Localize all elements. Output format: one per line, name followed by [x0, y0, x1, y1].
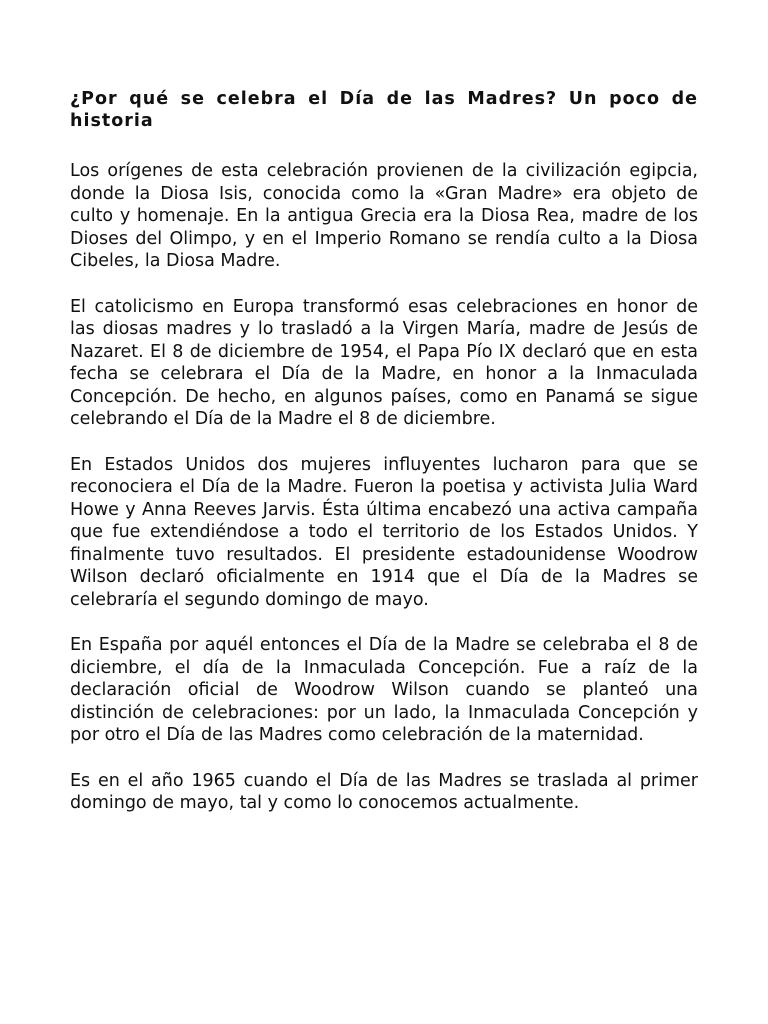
paragraph-spain: En España por aquél entonces el Día de la Madre se celebraba el 8 de diciembre, el día de la Inmaculada Concepción. Fue a raíz de la declaración oficial de Woodrow Wilson cuando se planteó una distinción de celebraciones: por un lado, la Inmaculada Concepción y por otro el Día de las Madres como celebración de la maternidad.	[70, 635, 698, 745]
paragraph-1965: Es en el año 1965 cuando el Día de las Madres se traslada al primer domingo de mayo, tal y como lo conocemos actualmente.	[70, 770, 698, 813]
paragraph-catholicism: El catolicismo en Europa transformó esas celebraciones en honor de las diosas madres y lo trasladó a la Virgen María, madre de Jesús de Nazaret. El 8 de diciembre de 1954, el Papa Pío IX declaró que en esta fecha se celebrara el Día de la Madre, en honor a la Inmaculada Concepción. De hecho, en algunos países, como en Panamá se sigue celebrando el Día de la Madre el 8 de diciembre.	[70, 296, 698, 429]
paragraph-origins: Los orígenes de esta celebración provienen de la civilización egipcia, donde la Diosa Isis, conocida como la «Gran Madre» era objeto de culto y homenaje. En la antigua Grecia era la Diosa Rea, madre de los Dioses del Olimpo, y en el Imperio Romano se rendía culto a la Diosa Cibeles, la Diosa Madre.	[70, 161, 698, 271]
document-title: ¿Por qué se celebra el Día de las Madres? Un poco de historia	[70, 89, 698, 131]
paragraph-united-states: En Estados Unidos dos mujeres influyentes lucharon para que se reconociera el Día de la Madre. Fueron la poetisa y activista Julia Ward Howe y Anna Reeves Jarvis. Ésta última encabezó una activa campaña que fue extendiéndose a todo el territorio de los Estados Unidos. Y finalmente tuvo resultados. El presidente estadounidense Woodrow Wilson declaró oficialmente en 1914 que el Día de la Madres se celebraría el segundo domingo de mayo.	[70, 454, 698, 610]
document-page	[70, 88, 698, 838]
